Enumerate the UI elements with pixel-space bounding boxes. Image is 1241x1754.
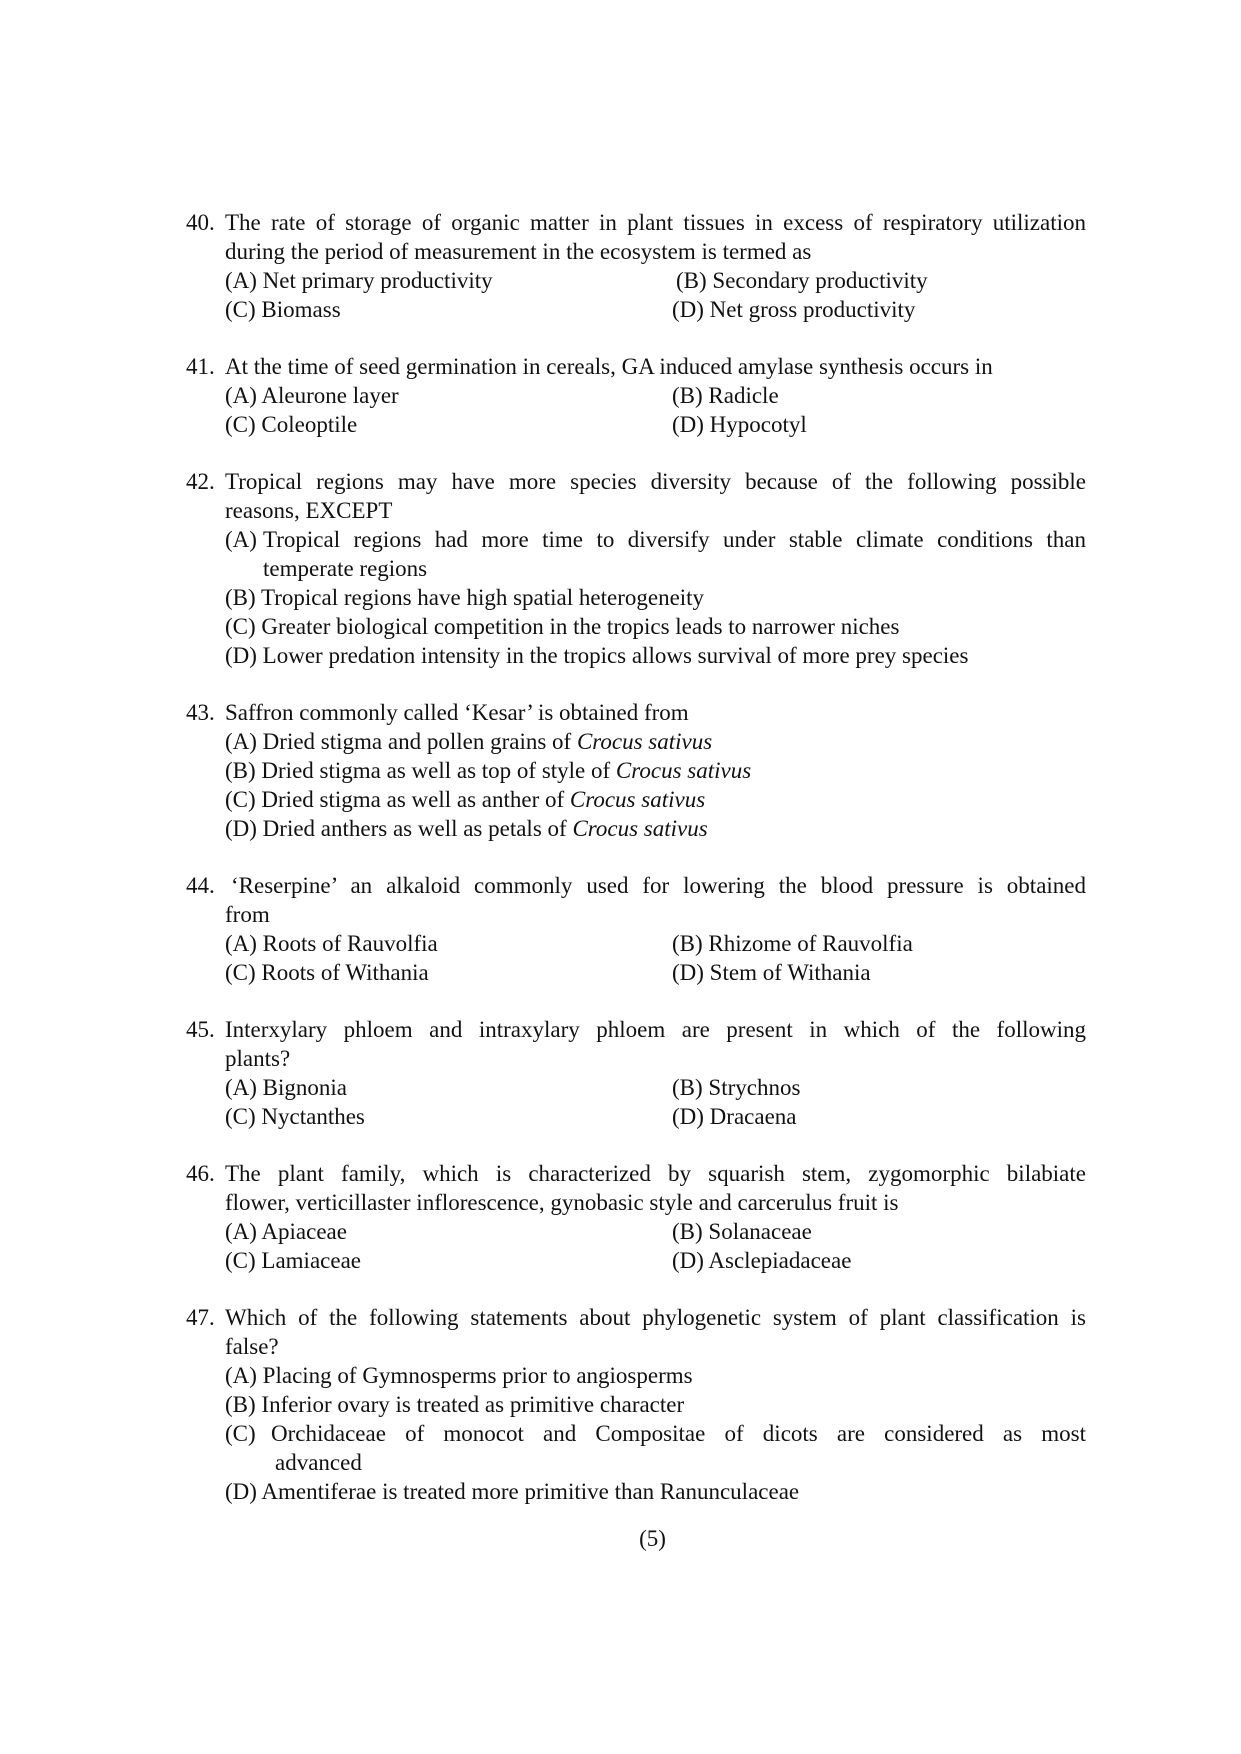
question-number: 44.	[186, 873, 215, 898]
option-label: (A)	[225, 527, 257, 552]
option-d: (D) Dracaena	[672, 1104, 797, 1129]
option-a: (A) Aleurone layer	[225, 383, 399, 408]
species-name: Crocus sativus	[569, 787, 706, 812]
option-d: (D) Stem of Withania	[672, 960, 871, 985]
option-text: (B) Dried stigma as well as top of style of	[225, 758, 616, 783]
option-b: (B) Rhizome of Rauvolfia	[672, 931, 913, 956]
question-text: Saffron commonly called ‘Kesar’ is obtained from	[225, 700, 689, 725]
question-text	[225, 1303, 1086, 1361]
question-text-line: from	[225, 902, 270, 927]
question-text-line: plants?	[225, 1046, 291, 1071]
option-label: (C)	[225, 1421, 256, 1446]
option-b: (B) Inferior ovary is treated as primitive character	[225, 1392, 685, 1417]
option-c: (C) Lamiaceae	[225, 1248, 361, 1273]
question-stem	[186, 698, 1086, 727]
question-stem	[186, 467, 1086, 525]
question-stem	[186, 1015, 1086, 1073]
question-stem	[186, 871, 1086, 929]
option-c-line	[225, 1419, 1086, 1448]
option-c	[225, 1419, 1086, 1477]
question-text-line: The rate of storage of organic matter in plant tissues in excess of respiratory utilization	[225, 210, 1086, 235]
option-b: (B) Radicle	[672, 383, 779, 408]
option-a	[225, 525, 1086, 583]
question-text-line: false?	[225, 1334, 279, 1359]
page-number: (5)	[639, 1526, 666, 1551]
question-45	[186, 1015, 1086, 1131]
option-d: (D) Amentiferae is treated more primitive than Ranunculaceae	[225, 1479, 800, 1504]
option-a: (A) Net primary productivity	[225, 268, 493, 293]
option-b: (B) Secondary productivity	[676, 268, 928, 293]
option-a: (A) Roots of Rauvolfia	[225, 931, 438, 956]
option-c: (C) Coleoptile	[225, 412, 358, 437]
option-text-line: Orchidaceae of monocot and Compositae of dicots are considered as most	[271, 1421, 1086, 1446]
question-page	[186, 208, 1086, 1534]
option-d: (D) Hypocotyl	[672, 412, 807, 437]
question-number: 43.	[186, 700, 215, 725]
option-text-line: Tropical regions had more time to diversify under stable climate conditions than	[263, 527, 1086, 552]
option-d	[225, 814, 1086, 843]
option-text: (A) Dried stigma and pollen grains of	[225, 729, 577, 754]
option-c: (C) Biomass	[225, 297, 341, 322]
option-c: (C) Roots of Withania	[225, 960, 429, 985]
question-text	[225, 871, 1086, 929]
question-text	[225, 1159, 1086, 1217]
question-text	[225, 208, 1086, 266]
option-c: (C) Greater biological competition in the tropics leads to narrower niches	[225, 614, 900, 639]
option-b: (B) Tropical regions have high spatial heterogeneity	[225, 585, 705, 610]
option-b: (B) Strychnos	[672, 1075, 801, 1100]
option-text: (C) Dried stigma as well as anther of	[225, 787, 570, 812]
question-text-line: Which of the following statements about phylogenetic system of plant classification is	[225, 1305, 1086, 1330]
question-stem	[186, 352, 1086, 381]
options	[225, 266, 1086, 324]
question-text-line: ‘Reserpine’ an alkaloid commonly used for lowering the blood pressure is obtained	[231, 873, 1086, 898]
question-40	[186, 208, 1086, 324]
options	[225, 525, 1086, 670]
question-47	[186, 1303, 1086, 1506]
question-text-line: The plant family, which is characterized by squarish stem, zygomorphic bilabiate	[225, 1161, 1086, 1186]
question-stem	[186, 208, 1086, 266]
options	[225, 1361, 1086, 1506]
option-text: (D) Dried anthers as well as petals of	[225, 816, 573, 841]
question-text	[225, 1015, 1086, 1073]
species-name: Crocus sativus	[572, 816, 708, 841]
species-name: Crocus sativus	[576, 729, 713, 754]
option-d: (D) Asclepiadaceae	[672, 1248, 852, 1273]
question-43	[186, 698, 1086, 843]
question-text-line: Tropical regions may have more species diversity because of the following possible	[225, 469, 1086, 494]
question-text-line: flower, verticillaster inflorescence, gynobasic style and carcerulus fruit is	[225, 1190, 899, 1215]
question-number: 42.	[186, 469, 215, 494]
question-text: At the time of seed germination in cereals, GA induced amylase synthesis occurs in	[225, 354, 993, 379]
option-a	[225, 727, 1086, 756]
question-text-line: reasons, EXCEPT	[225, 498, 393, 523]
question-text-line: during the period of measurement in the ecosystem is termed as	[225, 239, 812, 264]
species-name: Crocus sativus	[615, 758, 752, 783]
option-a: (A) Apiaceae	[225, 1219, 347, 1244]
question-number: 47.	[186, 1305, 215, 1330]
question-number: 40.	[186, 210, 215, 235]
question-number: 45.	[186, 1017, 215, 1042]
option-c	[225, 785, 1086, 814]
option-a: (A) Placing of Gymnosperms prior to angiosperms	[225, 1363, 693, 1388]
option-b	[225, 756, 1086, 785]
option-c: (C) Nyctanthes	[225, 1104, 365, 1129]
option-d: (D) Lower predation intensity in the tropics allows survival of more prey species	[225, 643, 969, 668]
question-text	[225, 467, 1086, 525]
question-number: 41.	[186, 354, 215, 379]
question-stem	[186, 1303, 1086, 1361]
options	[225, 381, 1086, 439]
question-44	[186, 871, 1086, 987]
options	[225, 1073, 1086, 1131]
option-b: (B) Solanaceae	[672, 1219, 812, 1244]
question-42	[186, 467, 1086, 670]
option-text-line: temperate regions	[263, 556, 428, 581]
options	[225, 1217, 1086, 1275]
options	[225, 929, 1086, 987]
question-text-line: Interxylary phloem and intraxylary phloem are present in which of the following	[225, 1017, 1086, 1042]
question-stem	[186, 1159, 1086, 1217]
question-number: 46.	[186, 1161, 215, 1186]
option-d: (D) Net gross productivity	[672, 297, 916, 322]
question-41	[186, 352, 1086, 439]
option-a: (A) Bignonia	[225, 1075, 348, 1100]
option-a-line	[225, 525, 1086, 554]
option-text-line: advanced	[275, 1450, 362, 1475]
options	[225, 727, 1086, 843]
question-46	[186, 1159, 1086, 1275]
